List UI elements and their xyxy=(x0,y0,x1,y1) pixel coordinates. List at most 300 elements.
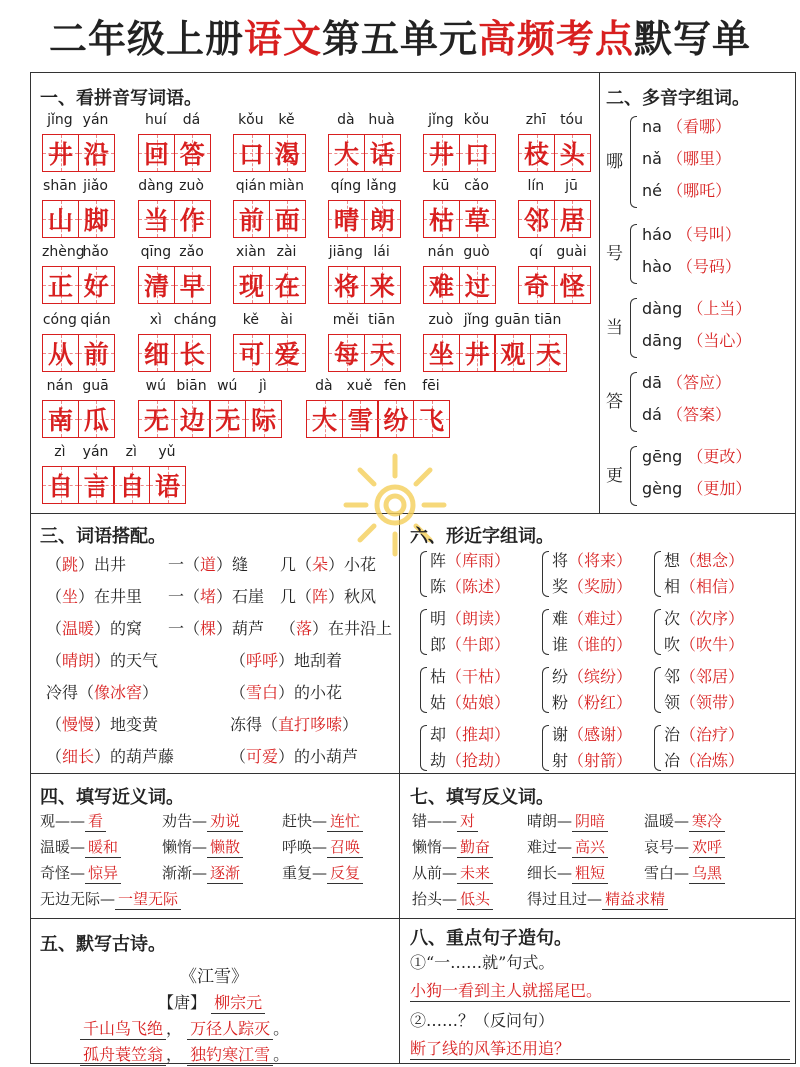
pinyin-syllable: shān xyxy=(43,178,77,194)
similar-word: （将来） xyxy=(568,551,633,570)
match-item xyxy=(46,616,142,639)
char-text: 将 xyxy=(333,272,359,301)
pair-word: 温暖— xyxy=(40,838,86,856)
match-answer: 晴朗 xyxy=(62,651,95,670)
match-suffix: ）地刮着 xyxy=(278,651,343,670)
pinyin-syllable: kǒu xyxy=(463,112,490,128)
pinyin-syllable: kū xyxy=(432,178,450,194)
match-prefix: （ xyxy=(46,619,63,638)
char-text: 奇 xyxy=(523,272,549,301)
match-suffix: ）小花 xyxy=(328,555,377,574)
pinyin-syllable: jǐng xyxy=(463,312,490,328)
pinyin-syllable: fēn xyxy=(384,378,407,394)
poly-word: （哪里） xyxy=(667,149,732,168)
match-answer: 阵 xyxy=(312,587,329,606)
char-cell xyxy=(423,200,460,238)
match-suffix: ）的窝 xyxy=(94,619,143,638)
section-4-heading: 四、填写近义词。 xyxy=(40,787,184,808)
similar-word: （吹牛） xyxy=(680,635,745,654)
poly-pinyin: háo xyxy=(642,225,677,244)
poly-pinyin: hào xyxy=(642,257,677,276)
char-text: 言 xyxy=(83,472,109,501)
similar-item xyxy=(430,664,510,687)
word-grid xyxy=(233,334,304,374)
char-text: 前 xyxy=(83,340,109,369)
similar-char: 治 xyxy=(664,725,681,744)
pinyin-syllable: lín xyxy=(527,178,545,194)
similar-char: 射 xyxy=(552,751,569,770)
word-grid xyxy=(328,266,399,306)
pair-answer: 欢呼 xyxy=(689,836,725,858)
word-grid xyxy=(423,200,494,240)
pair-item xyxy=(282,862,363,884)
section-2-heading: 二、多音字组词。 xyxy=(606,88,750,109)
char-cell xyxy=(269,266,306,304)
pinyin-syllable: tiān xyxy=(368,312,395,328)
pinyin-syllable: dà xyxy=(315,378,333,394)
word-grid xyxy=(328,334,399,374)
char-cell xyxy=(174,334,211,372)
similar-item xyxy=(430,606,510,629)
pinyin-syllable: zì xyxy=(54,444,66,460)
char-text: 前 xyxy=(238,206,264,235)
similar-char: 陈 xyxy=(430,577,447,596)
char-text: 语 xyxy=(155,472,181,501)
match-prefix: （ xyxy=(230,747,247,766)
char-text: 正 xyxy=(47,272,73,301)
match-suffix: ）在井里 xyxy=(78,587,143,606)
match-prefix: （ xyxy=(46,587,63,606)
poly-char: 号 xyxy=(606,244,623,264)
match-item xyxy=(280,584,376,607)
divider xyxy=(399,513,400,1064)
pair-word: 奇怪— xyxy=(40,864,86,882)
char-cell xyxy=(554,266,591,304)
similar-item xyxy=(430,574,510,597)
match-answer: 堵 xyxy=(200,587,217,606)
match-suffix: ）在井沿上 xyxy=(312,619,393,638)
char-text: 晴 xyxy=(333,206,359,235)
match-item xyxy=(230,712,358,735)
poem-line-2: 孤舟蓑笠翁 ， 独钓寒江雪 。 xyxy=(80,1042,289,1066)
pair-answer: 精益求精 xyxy=(602,888,668,910)
similar-word: （射箭） xyxy=(568,751,633,770)
char-text: 枝 xyxy=(523,140,549,169)
word-grid xyxy=(423,134,494,174)
poem-author-line: 【唐】 柳宗元 xyxy=(158,990,265,1014)
char-cell xyxy=(364,266,401,304)
pinyin-syllable: qīng xyxy=(140,244,172,260)
pinyin-syllable: dà xyxy=(337,112,355,128)
pair-item xyxy=(527,888,668,910)
match-answer: 呼呼 xyxy=(246,651,279,670)
similar-char: 邻 xyxy=(664,667,681,686)
similar-word: （冶炼） xyxy=(680,751,745,770)
pair-word: 观—— xyxy=(40,812,86,830)
pinyin-syllable: zài xyxy=(276,244,297,260)
match-answer: 雪白 xyxy=(246,683,279,702)
char-text: 际 xyxy=(251,406,277,435)
char-cell xyxy=(459,266,496,304)
pinyin-syllable: zuò xyxy=(179,178,204,194)
char-text: 清 xyxy=(143,272,169,301)
pinyin-syllable: guā xyxy=(82,378,109,394)
char-text: 山 xyxy=(47,206,73,235)
divider xyxy=(30,513,796,514)
similar-item xyxy=(430,748,510,771)
char-text: 难 xyxy=(428,272,454,301)
pair-answer: 召唤 xyxy=(327,836,363,858)
match-answer: 慢慢 xyxy=(62,715,95,734)
char-cell xyxy=(269,200,306,238)
similar-word: （领带） xyxy=(680,693,745,712)
match-item xyxy=(230,744,358,767)
char-text: 朗 xyxy=(369,206,395,235)
pinyin-syllable: biān xyxy=(176,378,207,394)
pinyin-syllable: tóu xyxy=(560,112,583,128)
brace-icon xyxy=(654,609,661,655)
poly-pinyin: dàng xyxy=(642,299,688,318)
char-cell xyxy=(42,266,79,304)
pair-answer: 看 xyxy=(85,810,106,832)
word-grid xyxy=(306,400,449,440)
poly-pinyin: né xyxy=(642,181,668,200)
match-prefix: （ xyxy=(46,555,63,574)
similar-word: （谁的） xyxy=(568,635,633,654)
char-cell xyxy=(233,134,270,172)
brace-icon xyxy=(420,609,427,655)
match-prefix: 几（ xyxy=(280,555,313,574)
poly-item xyxy=(642,146,731,169)
match-answer: 可爱 xyxy=(246,747,279,766)
pinyin-syllable: jū xyxy=(565,178,578,194)
char-text: 头 xyxy=(559,140,585,169)
sentence-answer-1: 小狗一看到主人就摇尾巴。 xyxy=(410,978,790,1002)
match-answer: 像冰窖 xyxy=(94,683,143,702)
poly-char: 当 xyxy=(606,318,623,338)
char-text: 无 xyxy=(143,406,169,435)
match-answer: 落 xyxy=(296,619,313,638)
match-answer: 跳 xyxy=(62,555,79,574)
pinyin-syllable: lǎng xyxy=(366,178,397,194)
char-text: 长 xyxy=(179,340,205,369)
section-3-heading: 三、词语搭配。 xyxy=(40,526,166,547)
char-cell xyxy=(423,134,460,172)
similar-word: （朗读） xyxy=(446,609,511,628)
match-suffix: ） xyxy=(142,683,159,702)
pinyin-syllable: qí xyxy=(529,244,543,260)
poly-word: （哪吒） xyxy=(667,181,732,200)
pinyin-syllable: nán xyxy=(427,244,454,260)
brace-icon xyxy=(542,551,549,597)
pinyin-syllable: xuě xyxy=(346,378,373,394)
pinyin-syllable: yán xyxy=(82,444,109,460)
word-grid xyxy=(423,266,494,306)
pair-item xyxy=(40,836,121,858)
brace-icon xyxy=(420,725,427,771)
pinyin-syllable: zuò xyxy=(428,312,454,328)
pinyin-syllable: xì xyxy=(149,312,162,328)
similar-word: （奖励） xyxy=(568,577,633,596)
char-cell xyxy=(42,400,79,438)
sentence-prompt-2: ②……？（反问句） xyxy=(410,1011,555,1030)
pair-item xyxy=(282,810,363,832)
similar-word: （相信） xyxy=(680,577,745,596)
char-text: 可 xyxy=(238,340,264,369)
match-item xyxy=(46,648,158,671)
pinyin-syllable: xiàn xyxy=(236,244,266,260)
pinyin-syllable: qián xyxy=(235,178,266,194)
char-cell xyxy=(174,266,211,304)
char-text: 脚 xyxy=(83,206,109,235)
poly-item xyxy=(642,254,741,277)
pinyin-syllable: zhèng xyxy=(42,244,85,260)
brace-icon xyxy=(630,116,637,208)
similar-char: 粉 xyxy=(552,693,569,712)
similar-word: （次序） xyxy=(680,609,745,628)
similar-word: （干枯） xyxy=(446,667,511,686)
poly-item xyxy=(642,402,731,425)
char-text: 观 xyxy=(500,340,526,369)
char-cell xyxy=(306,400,343,438)
char-cell xyxy=(377,400,414,438)
similar-word: （难过） xyxy=(568,609,633,628)
char-text: 每 xyxy=(333,340,359,369)
similar-char: 谢 xyxy=(552,725,569,744)
pair-item xyxy=(527,862,608,884)
pinyin-syllable: cháng xyxy=(173,312,217,328)
char-text: 自 xyxy=(119,472,145,501)
match-item xyxy=(168,552,248,575)
similar-item xyxy=(664,748,744,771)
similar-word: （陈述） xyxy=(446,577,511,596)
pair-answer: 一望无际 xyxy=(115,888,181,910)
char-cell xyxy=(138,266,175,304)
brace-icon xyxy=(630,224,637,284)
similar-char: 相 xyxy=(664,577,681,596)
char-cell xyxy=(530,334,567,372)
pinyin-syllable: fēi xyxy=(422,378,440,394)
char-cell xyxy=(364,134,401,172)
match-answer: 温暖 xyxy=(62,619,95,638)
similar-item xyxy=(552,632,632,655)
similar-word: （邻居） xyxy=(680,667,745,686)
match-suffix: ）的天气 xyxy=(94,651,159,670)
similar-char: 谁 xyxy=(552,635,569,654)
similar-word: （感谢） xyxy=(568,725,633,744)
match-prefix: （ xyxy=(230,683,247,702)
poly-char: 更 xyxy=(606,466,623,486)
similar-char: 难 xyxy=(552,609,569,628)
poly-word: （更改） xyxy=(687,447,752,466)
char-cell xyxy=(78,334,115,372)
similar-word: （牛郎） xyxy=(446,635,511,654)
similar-item xyxy=(552,690,632,713)
word-grid xyxy=(518,200,589,240)
pinyin-syllable: zì xyxy=(125,444,137,460)
pinyin-syllable: yǔ xyxy=(158,444,176,460)
pinyin-syllable: kǒu xyxy=(238,112,264,128)
poly-word: （答案） xyxy=(667,405,732,424)
pair-item xyxy=(162,836,243,858)
match-prefix: （ xyxy=(230,651,247,670)
char-cell xyxy=(494,334,531,372)
char-cell xyxy=(233,200,270,238)
poly-pinyin: gèng xyxy=(642,479,688,498)
pinyin-syllable: zǎo xyxy=(179,244,204,260)
char-text: 大 xyxy=(333,140,359,169)
char-text: 现 xyxy=(238,272,264,301)
poly-item xyxy=(642,222,741,245)
similar-item xyxy=(664,722,744,745)
char-cell xyxy=(554,200,591,238)
pair-item xyxy=(412,888,493,910)
match-item xyxy=(230,680,342,703)
poly-item xyxy=(642,114,731,137)
sentence-prompt-1: ①“一……就”句式。 xyxy=(410,953,555,972)
char-cell xyxy=(328,134,365,172)
char-text: 大 xyxy=(311,406,337,435)
pinyin-syllable: tiān xyxy=(534,312,562,328)
char-text: 草 xyxy=(464,206,490,235)
char-text: 沿 xyxy=(83,140,109,169)
char-cell xyxy=(364,334,401,372)
poly-word: （号叫） xyxy=(676,225,741,244)
similar-char: 想 xyxy=(664,551,681,570)
brace-icon xyxy=(654,725,661,771)
brace-icon xyxy=(542,725,549,771)
similar-char: 姑 xyxy=(430,693,447,712)
pair-word: 温暖— xyxy=(644,812,690,830)
pair-word: 赶快— xyxy=(282,812,328,830)
sentence-answer-2: 断了线的风筝还用追？ xyxy=(410,1036,790,1060)
pinyin-syllable: miàn xyxy=(269,178,305,194)
pair-answer: 勤奋 xyxy=(457,836,493,858)
char-cell xyxy=(209,400,246,438)
poly-item xyxy=(642,444,751,467)
similar-item xyxy=(552,722,632,745)
char-text: 来 xyxy=(369,272,395,301)
match-suffix: ）石崖 xyxy=(216,587,265,606)
poly-item xyxy=(642,296,751,319)
char-cell xyxy=(78,200,115,238)
pair-word: 从前— xyxy=(412,864,458,882)
match-item xyxy=(230,648,342,671)
char-cell xyxy=(459,134,496,172)
char-text: 当 xyxy=(143,206,169,235)
similar-item xyxy=(552,606,632,629)
char-cell xyxy=(423,334,460,372)
poly-item xyxy=(642,178,731,201)
pair-word: 抬头— xyxy=(412,890,458,908)
word-grid xyxy=(42,466,185,506)
section-1-heading: 一、看拼音写词语。 xyxy=(40,88,202,109)
char-text: 在 xyxy=(274,272,300,301)
match-item xyxy=(168,616,264,639)
pair-item xyxy=(527,810,608,832)
poem-title: 《江雪》 xyxy=(180,967,248,987)
pair-word: 错—— xyxy=(412,812,458,830)
match-prefix: 一（ xyxy=(168,587,201,606)
poly-word: （更加） xyxy=(687,479,752,498)
char-cell xyxy=(42,466,79,504)
char-text: 井 xyxy=(464,340,490,369)
pair-word: 呼唤— xyxy=(282,838,328,856)
poly-word: （看哪） xyxy=(667,117,732,136)
match-item xyxy=(46,552,126,575)
char-cell xyxy=(518,266,555,304)
char-text: 瓜 xyxy=(83,406,109,435)
pinyin-syllable: zhī xyxy=(525,112,546,128)
match-item xyxy=(46,584,142,607)
char-text: 南 xyxy=(47,406,73,435)
pair-item xyxy=(644,836,725,858)
pair-answer: 劝说 xyxy=(207,810,243,832)
poly-pinyin: dāng xyxy=(642,331,688,350)
brace-icon xyxy=(420,667,427,713)
poly-char: 答 xyxy=(606,392,623,412)
match-answer: 细长 xyxy=(62,747,95,766)
pair-answer: 未来 xyxy=(457,862,493,884)
similar-char: 次 xyxy=(664,609,681,628)
divider xyxy=(30,918,796,919)
char-cell xyxy=(42,134,79,172)
char-cell xyxy=(138,400,175,438)
similar-char: 却 xyxy=(430,725,447,744)
pair-answer: 惊异 xyxy=(85,862,121,884)
match-prefix: （ xyxy=(46,651,63,670)
pair-item xyxy=(644,810,725,832)
pinyin-syllable: qíng xyxy=(330,178,362,194)
match-prefix: 冷得（ xyxy=(46,683,95,702)
char-text: 居 xyxy=(559,206,585,235)
char-cell xyxy=(149,466,186,504)
brace-icon xyxy=(630,298,637,358)
brace-icon xyxy=(542,609,549,655)
pair-answer: 逐渐 xyxy=(207,862,243,884)
char-text: 爱 xyxy=(274,340,300,369)
char-cell xyxy=(364,200,401,238)
pinyin-syllable: guān xyxy=(494,312,530,328)
char-text: 雪 xyxy=(347,406,373,435)
char-cell xyxy=(245,400,282,438)
poly-word: （当心） xyxy=(687,331,752,350)
pair-word: 得过且过— xyxy=(527,890,603,908)
char-text: 自 xyxy=(47,472,73,501)
char-cell xyxy=(269,134,306,172)
similar-char: 吹 xyxy=(664,635,681,654)
similar-item xyxy=(664,606,744,629)
match-item xyxy=(168,584,264,607)
pair-item xyxy=(40,862,121,884)
poly-item xyxy=(642,370,731,393)
match-suffix: ）的小花 xyxy=(278,683,343,702)
pinyin-syllable: dá xyxy=(182,112,201,128)
pair-item xyxy=(412,836,493,858)
match-answer: 坐 xyxy=(62,587,79,606)
similar-item xyxy=(664,664,744,687)
char-cell xyxy=(328,334,365,372)
char-cell xyxy=(518,200,555,238)
char-text: 早 xyxy=(179,272,205,301)
pair-word: 渐渐— xyxy=(162,864,208,882)
char-cell xyxy=(554,134,591,172)
char-cell xyxy=(328,200,365,238)
pair-word: 哀号— xyxy=(644,838,690,856)
similar-item xyxy=(552,664,632,687)
poly-word: （上当） xyxy=(687,299,752,318)
char-cell xyxy=(42,200,79,238)
